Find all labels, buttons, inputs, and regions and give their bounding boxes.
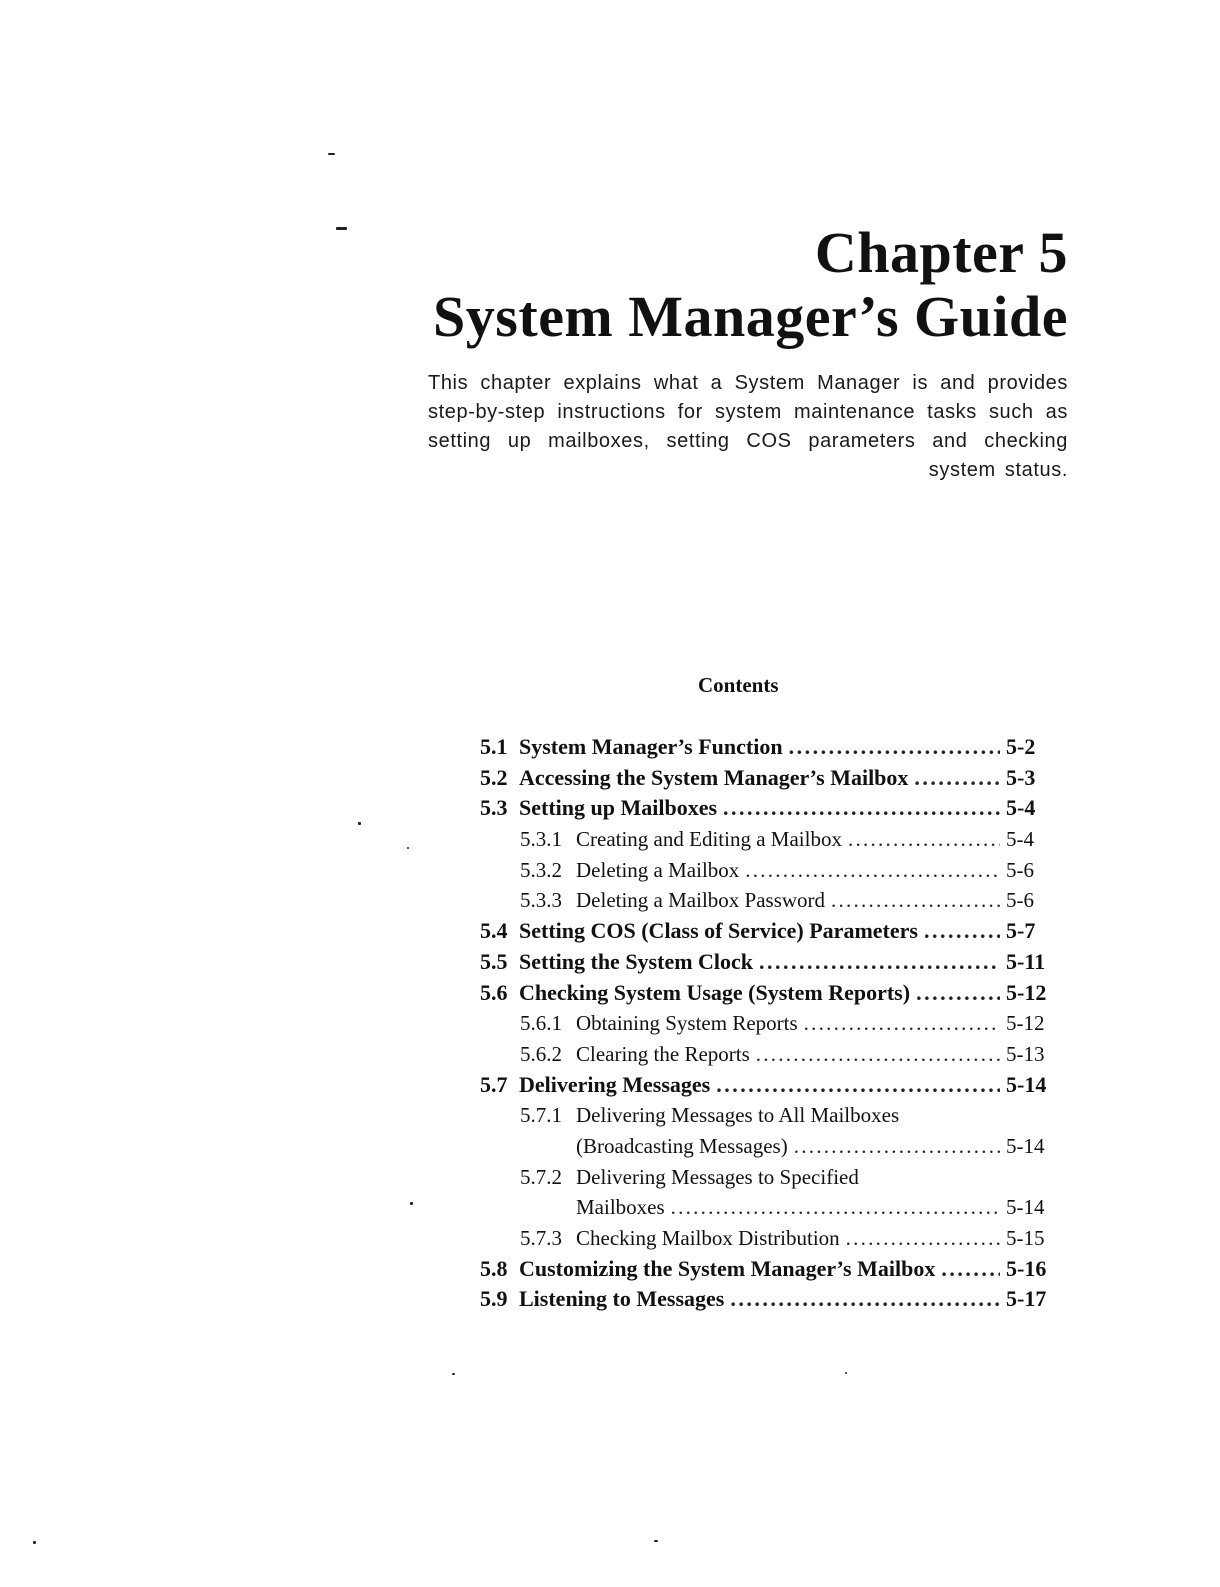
toc-entry-number: 5.7.2 bbox=[520, 1164, 562, 1189]
toc-entry-page: 5-4 bbox=[1006, 827, 1034, 852]
toc-entry-number: 5.4 bbox=[480, 918, 508, 944]
scan-speck bbox=[410, 1202, 413, 1205]
toc-entry bbox=[480, 885, 1058, 916]
toc-entry bbox=[480, 916, 1058, 947]
toc-entry-number: 5.2 bbox=[480, 764, 508, 790]
toc-entry-number: 5.6 bbox=[480, 979, 508, 1005]
contents-heading: Contents bbox=[698, 673, 779, 697]
toc-entry-number: 5.3 bbox=[480, 795, 508, 821]
toc-leader-dots bbox=[831, 885, 1000, 916]
toc-entry-number: 5.5 bbox=[480, 948, 508, 974]
toc-leader-dots bbox=[924, 916, 1000, 947]
toc-entry-page: 5-6 bbox=[1006, 857, 1034, 882]
scan-speck bbox=[654, 1540, 658, 1542]
table-of-contents bbox=[480, 732, 1058, 1315]
toc-entry bbox=[480, 1100, 1058, 1131]
toc-leader-dots bbox=[846, 1223, 1000, 1254]
toc-entry-title: Obtaining System Reports bbox=[576, 1011, 798, 1036]
toc-entry-title: Delivering Messages bbox=[519, 1071, 711, 1097]
toc-entry-title: Checking Mailbox Distribution bbox=[576, 1226, 840, 1250]
toc-leader-dots bbox=[671, 1192, 1000, 1223]
toc-entry bbox=[480, 793, 1058, 824]
toc-entry-title: Delivering Messages to Specified bbox=[576, 1164, 859, 1189]
toc-entry bbox=[480, 1223, 1058, 1254]
toc-leader-dots bbox=[914, 763, 1000, 794]
chapter-label: Chapter 5 bbox=[814, 220, 1068, 285]
toc-leader-dots bbox=[745, 855, 1000, 886]
toc-entry-page: 5-14 bbox=[1006, 1133, 1045, 1158]
toc-entry-page: 5-14 bbox=[1006, 1071, 1047, 1097]
toc-leader-dots bbox=[941, 1254, 1000, 1285]
toc-entry-title: Listening to Messages bbox=[519, 1286, 725, 1312]
toc-entry-title: Mailboxes bbox=[576, 1195, 665, 1220]
scan-speck bbox=[452, 1373, 455, 1375]
chapter-intro: This chapter explains what a System Manager is and provides step-by-step instructions for system maintenance tasks such as setting up mailboxes, setting COS parameters and checking system status. bbox=[428, 372, 1068, 481]
toc-entry-title: System Manager’s Function bbox=[519, 734, 783, 759]
toc-entry-title: Deleting a Mailbox Password bbox=[576, 888, 826, 913]
toc-leader-dots bbox=[759, 947, 1000, 978]
toc-entry bbox=[480, 1162, 1058, 1193]
toc-leader-dots bbox=[789, 732, 1000, 763]
toc-entry-title: Setting the System Clock bbox=[519, 948, 754, 974]
toc-entry-number: 5.3.3 bbox=[520, 888, 562, 913]
toc-leader-dots bbox=[716, 1070, 1000, 1101]
scan-speck bbox=[845, 1372, 847, 1374]
toc-entry-number: 5.6.1 bbox=[520, 1011, 562, 1036]
toc-entry-title: Checking System Usage (System Reports) bbox=[519, 979, 911, 1005]
toc-entry bbox=[480, 947, 1058, 978]
toc-leader-dots bbox=[794, 1131, 1000, 1162]
toc-entry-number: 5.8 bbox=[480, 1255, 508, 1281]
scan-speck bbox=[328, 153, 335, 155]
toc-entry-number: 5.7 bbox=[480, 1071, 508, 1097]
chapter-title: System Manager’s Guide bbox=[433, 284, 1068, 349]
toc-entry-page: 5-13 bbox=[1006, 1041, 1045, 1066]
scan-speck bbox=[358, 822, 361, 825]
toc-entry-page: 5-7 bbox=[1006, 918, 1036, 944]
toc-entry-title: Accessing the System Manager’s Mailbox bbox=[519, 764, 909, 790]
toc-entry-page: 5-15 bbox=[1006, 1226, 1045, 1250]
toc-entry bbox=[480, 978, 1058, 1009]
toc-entry bbox=[480, 824, 1058, 855]
toc-entry-number: 5.3.1 bbox=[520, 827, 562, 852]
toc-entry bbox=[480, 1254, 1058, 1285]
toc-leader-dots bbox=[916, 978, 1000, 1009]
scan-speck bbox=[407, 847, 409, 849]
toc-entry-number: 5.7.1 bbox=[520, 1103, 562, 1128]
toc-entry-page: 5-11 bbox=[1006, 948, 1046, 974]
toc-entry-page: 5-17 bbox=[1006, 1286, 1047, 1312]
toc-entry bbox=[480, 1070, 1058, 1101]
chapter-heading bbox=[433, 222, 1068, 350]
toc-entry-page: 5-3 bbox=[1006, 764, 1036, 790]
toc-leader-dots bbox=[723, 793, 1000, 824]
toc-entry bbox=[480, 1284, 1058, 1315]
toc-entry-page: 5-4 bbox=[1006, 795, 1036, 821]
toc-entry-title: Clearing the Reports bbox=[576, 1041, 750, 1066]
toc-entry bbox=[480, 1039, 1058, 1070]
toc-entry bbox=[480, 763, 1058, 794]
toc-entry-title: Delivering Messages to All Mailboxes bbox=[576, 1103, 900, 1128]
toc-entry-title: (Broadcasting Messages) bbox=[576, 1133, 788, 1158]
toc-entry-number: 5.6.2 bbox=[520, 1041, 562, 1066]
toc-leader-dots bbox=[804, 1008, 1000, 1039]
toc-entry bbox=[480, 732, 1058, 763]
scan-speck bbox=[336, 227, 347, 230]
toc-leader-dots bbox=[848, 824, 1000, 855]
toc-entry bbox=[480, 1131, 1058, 1162]
toc-entry-number: 5.3.2 bbox=[520, 857, 562, 882]
toc-entry-page: 5-14 bbox=[1006, 1195, 1045, 1220]
toc-entry-number: 5.9 bbox=[480, 1286, 508, 1312]
toc-entry-title: Setting up Mailboxes bbox=[519, 795, 718, 821]
toc-entry-title: Customizing the System Manager’s Mailbox bbox=[519, 1255, 936, 1281]
toc-entry bbox=[480, 1008, 1058, 1039]
scan-speck bbox=[33, 1541, 36, 1544]
toc-leader-dots bbox=[756, 1039, 1000, 1070]
toc-entry-page: 5-6 bbox=[1006, 888, 1034, 913]
toc-entry-page: 5-12 bbox=[1006, 1011, 1045, 1036]
toc-entry-title: Creating and Editing a Mailbox bbox=[576, 827, 842, 852]
toc-entry-title: Deleting a Mailbox bbox=[576, 857, 740, 882]
toc-entry-page: 5-16 bbox=[1006, 1255, 1047, 1281]
toc-entry bbox=[480, 1192, 1058, 1223]
toc-leader-dots bbox=[730, 1284, 1000, 1315]
toc-entry-title: Setting COS (Class of Service) Parameters bbox=[519, 918, 918, 944]
toc-entry-page: 5-12 bbox=[1006, 979, 1047, 1005]
toc-entry-number: 5.1 bbox=[480, 734, 508, 759]
toc-entry-number: 5.7.3 bbox=[520, 1226, 562, 1250]
toc-entry bbox=[480, 855, 1058, 886]
toc-entry-page: 5-2 bbox=[1006, 734, 1036, 759]
